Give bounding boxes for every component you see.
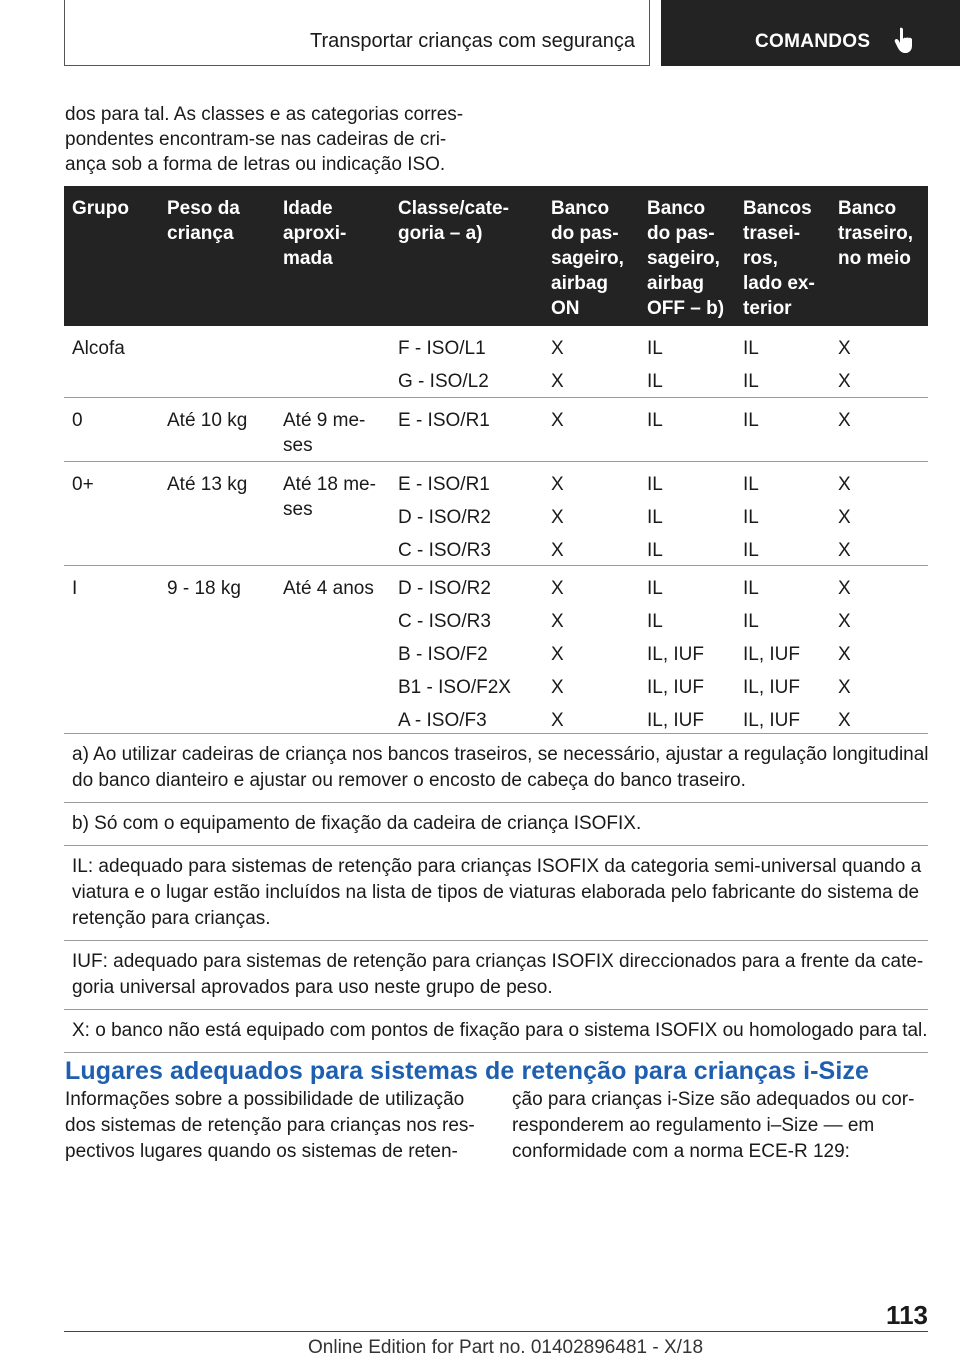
class-cell [398, 408, 490, 441]
rear-outer-cell-value: IL [743, 611, 759, 632]
airbag-on-cell-value: X [551, 611, 564, 632]
note-line: goria universal aprovados para uso neste grupo de peso. [72, 977, 553, 998]
class-cell [398, 576, 511, 741]
class-cell-value: F - ISO/L1 [398, 338, 486, 359]
rear-outer-cell [743, 576, 800, 741]
age-line: Até 18 me‐ [283, 474, 376, 495]
note-line: X: o banco não está equipado com pontos de fixação para o sistema ISOFIX ou homologado para tal. [72, 1020, 928, 1041]
header-line: sageiro, [551, 248, 624, 269]
rear-middle-cell-value: X [838, 644, 851, 665]
header-chapter-box[interactable] [661, 0, 960, 66]
header-line: airbag [647, 273, 705, 294]
airbag-off-cell-value: IL, IUF [647, 710, 705, 731]
rear-middle-cell-value: X [838, 710, 851, 731]
class-cell-value: A - ISO/F3 [398, 710, 487, 731]
airbag-on-cell-value: X [551, 474, 564, 495]
table-note [64, 734, 928, 803]
rear-middle-cell-value: X [838, 371, 851, 392]
weight-cell: Até 13 kg [167, 474, 248, 495]
hand-pointer-icon [894, 26, 918, 54]
rear-outer-cell-value: IL [743, 410, 759, 431]
table-note [64, 846, 928, 941]
airbag-on-cell [551, 472, 564, 571]
rear-outer-cell-value: IL [743, 578, 759, 599]
class-cell-value: E - ISO/R1 [398, 410, 490, 431]
table-note [64, 803, 928, 846]
header-line: OFF – b) [647, 298, 725, 319]
header-line: goria – a) [398, 223, 483, 244]
age-line: Até 4 anos [283, 578, 374, 599]
header-line: Idade [283, 198, 333, 219]
airbag-off-cell-value: IL [647, 371, 663, 392]
note-line: IUF: adequado para sistemas de retenção para crianças ISOFIX direccionados para a frente da cate‐ [72, 951, 924, 972]
rear-outer-cell-value: IL [743, 540, 759, 561]
intro-paragraph [65, 102, 465, 177]
note-line: a) Ao utilizar cadeiras de criança nos bancos traseiros, se necessário, ajustar a regulação longitudinal [72, 744, 929, 765]
note-line: IL: adequado para sistemas de retenção para crianças ISOFIX da categoria semi-universal quando a [72, 856, 922, 877]
rear-outer-cell-value: IL [743, 338, 759, 359]
age-line: Até 9 me‐ [283, 410, 366, 431]
header-line: airbag [551, 273, 609, 294]
group-cell: 0+ [72, 474, 94, 495]
airbag-on-cell-value: X [551, 371, 564, 392]
age-cell [283, 576, 374, 601]
rear-middle-cell-value: X [838, 578, 851, 599]
class-cell-value: C - ISO/R3 [398, 540, 491, 561]
airbag-off-cell-value: IL [647, 507, 663, 528]
table-header-cell [167, 196, 240, 246]
section-heading: Lugares adequados para sistemas de retenção para crianças i-Size [65, 1057, 869, 1085]
class-cell-value: G - ISO/L2 [398, 371, 489, 392]
note-line: retenção para crianças. [72, 908, 271, 929]
header-line: aproxi‐ [283, 223, 347, 244]
section-text-col2 [512, 1087, 914, 1165]
header-line: ros, [743, 248, 778, 269]
header-line: traseiro, [838, 223, 913, 244]
age-line: ses [283, 499, 313, 520]
class-cell-value: D - ISO/R2 [398, 578, 491, 599]
header-line: trasei‐ [743, 223, 801, 244]
group-cell: 0 [72, 410, 83, 431]
airbag-on-cell-value: X [551, 710, 564, 731]
airbag-on-cell [551, 408, 564, 441]
table-header-cell [72, 196, 129, 221]
group-cell: Alcofa [72, 338, 125, 359]
age-cell [283, 408, 365, 458]
airbag-off-cell-value: IL [647, 611, 663, 632]
header-line: Grupo [72, 198, 129, 219]
section-line: ção para crianças i-Size são adequados ou cor‐ [512, 1089, 915, 1110]
table-body [64, 326, 928, 734]
intro-line: ança sob a forma de letras ou indicação ISO. [65, 154, 446, 175]
airbag-off-cell-value: IL [647, 410, 663, 431]
group-cell: I [72, 578, 78, 599]
rear-middle-cell-value: X [838, 338, 851, 359]
header-line: mada [283, 248, 333, 269]
airbag-off-cell-value: IL [647, 540, 663, 561]
airbag-off-cell-value: IL [647, 474, 663, 495]
airbag-on-cell-value: X [551, 338, 564, 359]
class-cell [398, 472, 491, 571]
table-header-cell [398, 196, 509, 246]
weight-cell: 9 - 18 kg [167, 578, 241, 599]
table-header [64, 186, 928, 326]
rear-outer-cell [743, 408, 759, 441]
class-cell-value: E - ISO/R1 [398, 474, 490, 495]
table-header-cell [283, 196, 346, 271]
airbag-off-cell [647, 336, 663, 402]
rear-outer-cell-value: IL [743, 371, 759, 392]
airbag-off-cell-value: IL [647, 338, 663, 359]
note-line: b) Só com o equipamento de fixação da cadeira de criança ISOFIX. [72, 813, 642, 834]
rear-middle-cell [838, 472, 851, 571]
rear-outer-cell-value: IL [743, 507, 759, 528]
intro-line: pondentes encontram-se nas cadeiras de cri‐ [65, 129, 447, 150]
airbag-off-cell [647, 472, 663, 571]
rear-middle-cell-value: X [838, 611, 851, 632]
header-line: Bancos [743, 198, 812, 219]
footer-edition: Online Edition for Part no. 01402896481 - X/18 [308, 1337, 704, 1358]
airbag-off-cell-value: IL [647, 578, 663, 599]
header-line: Peso da [167, 198, 240, 219]
table-notes [64, 734, 928, 1053]
header-line: no meio [838, 248, 911, 269]
class-cell-value: B1 - ISO/F2X [398, 677, 511, 698]
rear-middle-cell-value: X [838, 677, 851, 698]
header-section-title: Transportar crianças com segurança [310, 30, 635, 52]
table-row [64, 398, 928, 462]
table-header-cell [551, 196, 624, 321]
airbag-on-cell [551, 336, 564, 402]
weight-cell: Até 10 kg [167, 410, 248, 431]
class-cell-value: D - ISO/R2 [398, 507, 491, 528]
header-section-box [64, 0, 650, 66]
airbag-off-cell [647, 576, 704, 741]
airbag-off-cell-value: IL, IUF [647, 677, 705, 698]
section-line: dos sistemas de retenção para crianças nos res‐ [65, 1115, 475, 1136]
rear-middle-cell [838, 576, 851, 741]
section-line: conformidade com a norma ECE-R 129: [512, 1141, 850, 1162]
header-line: criança [167, 223, 234, 244]
section-line: Informações sobre a possibilidade de utilização [65, 1089, 465, 1110]
section-text-col1 [65, 1087, 475, 1165]
note-line: viatura e o lugar estão incluídos na lista de tipos de viaturas elaborada pelo fabricante do sistema de [72, 882, 920, 903]
table-row [64, 462, 928, 566]
table-row [64, 566, 928, 734]
table-header-cell [743, 196, 815, 321]
rear-outer-cell-value: IL [743, 474, 759, 495]
rear-outer-cell-value: IL, IUF [743, 677, 801, 698]
header-line: Classe/cate‐ [398, 198, 509, 219]
intro-line: dos para tal. As classes e as categorias corres‐ [65, 104, 464, 125]
header-line: do pas‐ [647, 223, 715, 244]
rear-outer-cell [743, 472, 759, 571]
header-line: Banco [647, 198, 706, 219]
header-line: do pas‐ [551, 223, 619, 244]
rear-outer-cell-value: IL, IUF [743, 644, 801, 665]
table-note [64, 1010, 928, 1053]
table-note [64, 941, 928, 1010]
rear-middle-cell-value: X [838, 507, 851, 528]
rear-outer-cell [743, 336, 759, 402]
header-line: sageiro, [647, 248, 720, 269]
header-line: Banco [551, 198, 610, 219]
header-chapter-label: COMANDOS [755, 31, 871, 52]
class-cell-value: C - ISO/R3 [398, 611, 491, 632]
rear-middle-cell [838, 408, 851, 441]
table-header-cell [647, 196, 724, 321]
header-line: Banco [838, 198, 897, 219]
airbag-on-cell [551, 576, 564, 741]
airbag-on-cell-value: X [551, 578, 564, 599]
header-line: ON [551, 298, 580, 319]
isofix-table [64, 186, 928, 1053]
rear-middle-cell-value: X [838, 474, 851, 495]
age-cell [283, 472, 376, 522]
rear-middle-cell-value: X [838, 410, 851, 431]
header-line: terior [743, 298, 792, 319]
airbag-off-cell-value: IL, IUF [647, 644, 705, 665]
age-line: ses [283, 435, 313, 456]
page-number: 113 [886, 1300, 928, 1330]
table-row [64, 326, 928, 398]
header-line: lado ex‐ [743, 273, 815, 294]
rear-middle-cell [838, 336, 851, 402]
airbag-off-cell [647, 408, 663, 441]
note-line: do banco dianteiro e ajustar ou remover o encosto de cabeça do banco traseiro. [72, 770, 746, 791]
rear-outer-cell-value: IL, IUF [743, 710, 801, 731]
footer-divider [64, 1331, 928, 1332]
airbag-on-cell-value: X [551, 644, 564, 665]
class-cell [398, 336, 489, 402]
airbag-on-cell-value: X [551, 540, 564, 561]
rear-middle-cell-value: X [838, 540, 851, 561]
section-line: responderem ao regulamento i–Size — em [512, 1115, 875, 1136]
airbag-on-cell-value: X [551, 507, 564, 528]
table-header-cell [838, 196, 913, 271]
class-cell-value: B - ISO/F2 [398, 644, 488, 665]
airbag-on-cell-value: X [551, 677, 564, 698]
airbag-on-cell-value: X [551, 410, 564, 431]
section-line: pectivos lugares quando os sistemas de reten‐ [65, 1141, 458, 1162]
